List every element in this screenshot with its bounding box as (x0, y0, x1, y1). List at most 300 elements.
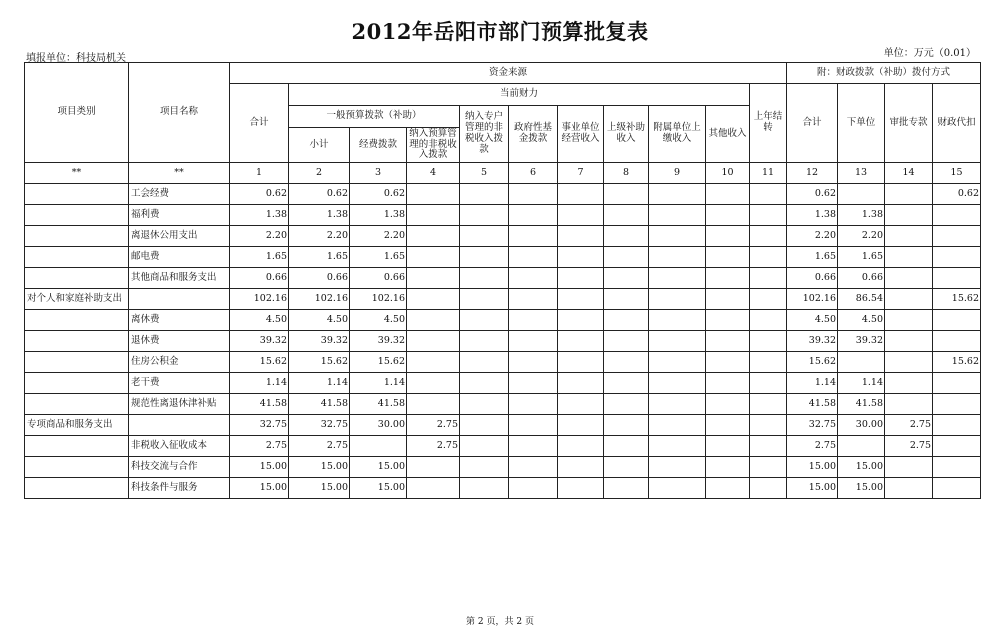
column-index: 5 (460, 163, 509, 184)
header-carryover: 上年结转 (750, 84, 787, 163)
cell-amount: 4.50 (350, 310, 407, 331)
cell-amount (838, 352, 885, 373)
cell-amount: 2.20 (289, 226, 350, 247)
index-row (25, 163, 981, 184)
cell-category (25, 247, 129, 268)
cell-amount: 15.00 (838, 457, 885, 478)
cell-amount (407, 457, 460, 478)
cell-amount: 39.32 (838, 331, 885, 352)
cell-amount: 1.38 (350, 205, 407, 226)
cell-empty (604, 205, 649, 226)
column-index: 6 (509, 163, 558, 184)
table-row (25, 289, 981, 310)
cell-category: 专项商品和服务支出 (25, 415, 129, 436)
cell-amount: 15.00 (787, 478, 838, 499)
cell-amount: 15.62 (350, 352, 407, 373)
cell-amount (933, 310, 981, 331)
cell-amount: 15.00 (230, 478, 289, 499)
cell-amount (885, 310, 933, 331)
header-name: 项目名称 (129, 63, 230, 163)
cell-empty (460, 436, 509, 457)
cell-empty (558, 184, 604, 205)
cell-empty (509, 457, 558, 478)
cell-amount: 102.16 (350, 289, 407, 310)
cell-empty (460, 310, 509, 331)
cell-amount (407, 184, 460, 205)
cell-empty (509, 310, 558, 331)
cell-amount (933, 436, 981, 457)
cell-item-name: 其他商品和服务支出 (129, 268, 230, 289)
cell-item-name (129, 415, 230, 436)
cell-empty (649, 457, 706, 478)
cell-empty (509, 373, 558, 394)
cell-empty (509, 394, 558, 415)
cell-amount: 1.38 (838, 205, 885, 226)
cell-empty (649, 310, 706, 331)
cell-amount: 86.54 (838, 289, 885, 310)
cell-empty (604, 373, 649, 394)
header-general: 一般预算拨款（补助） (289, 106, 460, 128)
cell-empty (460, 247, 509, 268)
header-subtotal: 小计 (289, 128, 350, 163)
cell-amount: 15.00 (289, 457, 350, 478)
cell-empty (604, 226, 649, 247)
cell-empty (460, 352, 509, 373)
cell-empty (706, 352, 750, 373)
cell-empty (750, 394, 787, 415)
header-affiliate: 附属单位上缴收入 (649, 106, 706, 163)
cell-category (25, 331, 129, 352)
table-row (25, 247, 981, 268)
cell-amount (885, 205, 933, 226)
cell-empty (604, 352, 649, 373)
cell-empty (706, 436, 750, 457)
cell-empty (750, 331, 787, 352)
cell-amount: 2.75 (885, 415, 933, 436)
cell-amount: 2.75 (407, 415, 460, 436)
cell-amount: 15.00 (230, 457, 289, 478)
cell-empty (706, 184, 750, 205)
cell-category (25, 394, 129, 415)
cell-amount (885, 289, 933, 310)
cell-empty (509, 436, 558, 457)
cell-amount: 15.62 (787, 352, 838, 373)
cell-amount: 0.66 (289, 268, 350, 289)
cell-category (25, 478, 129, 499)
cell-amount (838, 184, 885, 205)
cell-amount: 1.65 (838, 247, 885, 268)
cell-empty (604, 268, 649, 289)
table-row (25, 226, 981, 247)
cell-amount: 39.32 (230, 331, 289, 352)
cell-item-name: 工会经费 (129, 184, 230, 205)
cell-empty (750, 184, 787, 205)
cell-amount (885, 478, 933, 499)
cell-empty (604, 415, 649, 436)
cell-empty (649, 268, 706, 289)
column-index: 9 (649, 163, 706, 184)
cell-amount (407, 478, 460, 499)
cell-amount: 15.62 (230, 352, 289, 373)
cell-amount: 1.38 (289, 205, 350, 226)
cell-empty (604, 289, 649, 310)
header-current: 当前财力 (289, 84, 750, 106)
cell-amount: 41.58 (289, 394, 350, 415)
cell-amount (407, 331, 460, 352)
cell-amount: 32.75 (230, 415, 289, 436)
column-index: 7 (558, 163, 604, 184)
cell-amount: 2.75 (787, 436, 838, 457)
cell-empty (558, 205, 604, 226)
table-row (25, 352, 981, 373)
cell-amount: 15.00 (289, 478, 350, 499)
cell-empty (706, 457, 750, 478)
cell-empty (604, 184, 649, 205)
cell-empty (558, 415, 604, 436)
cell-amount (933, 478, 981, 499)
cell-item-name: 老干费 (129, 373, 230, 394)
column-index: 14 (885, 163, 933, 184)
cell-empty (750, 226, 787, 247)
cell-empty (649, 247, 706, 268)
cell-category (25, 457, 129, 478)
cell-amount (885, 331, 933, 352)
cell-amount: 32.75 (787, 415, 838, 436)
cell-empty (649, 331, 706, 352)
table-row (25, 184, 981, 205)
cell-amount: 0.62 (350, 184, 407, 205)
cell-empty (460, 331, 509, 352)
cell-amount: 1.38 (230, 205, 289, 226)
cell-empty (558, 352, 604, 373)
cell-empty (509, 205, 558, 226)
cell-amount: 4.50 (289, 310, 350, 331)
table-row (25, 457, 981, 478)
column-index: 2 (289, 163, 350, 184)
column-index: 8 (604, 163, 649, 184)
cell-amount: 2.75 (407, 436, 460, 457)
cell-amount: 15.00 (787, 457, 838, 478)
cell-amount: 1.14 (230, 373, 289, 394)
cell-empty (649, 394, 706, 415)
header-superior: 上级补助收入 (604, 106, 649, 163)
cell-amount (885, 268, 933, 289)
cell-empty (558, 268, 604, 289)
cell-amount: 4.50 (838, 310, 885, 331)
table-row (25, 268, 981, 289)
cell-amount (407, 352, 460, 373)
cell-amount (885, 247, 933, 268)
cell-empty (509, 247, 558, 268)
cell-amount: 0.66 (838, 268, 885, 289)
cell-empty (604, 247, 649, 268)
cell-empty (604, 436, 649, 457)
cell-empty (604, 394, 649, 415)
cell-amount: 41.58 (838, 394, 885, 415)
cell-amount: 0.66 (230, 268, 289, 289)
cell-empty (750, 478, 787, 499)
cell-amount (885, 226, 933, 247)
cell-empty (604, 310, 649, 331)
cell-amount: 4.50 (230, 310, 289, 331)
cell-amount: 102.16 (787, 289, 838, 310)
cell-empty (460, 394, 509, 415)
cell-category (25, 184, 129, 205)
cell-amount: 41.58 (230, 394, 289, 415)
currency-unit: 单位：万元（0.01） (883, 48, 976, 59)
cell-amount (933, 205, 981, 226)
cell-amount (407, 205, 460, 226)
cell-item-name: 离退休公用支出 (129, 226, 230, 247)
cell-empty (558, 457, 604, 478)
cell-amount: 102.16 (230, 289, 289, 310)
cell-item-name: 福利费 (129, 205, 230, 226)
cell-amount: 2.20 (787, 226, 838, 247)
header-approved: 审批专款 (885, 84, 933, 163)
table-row (25, 478, 981, 499)
table-row (25, 415, 981, 436)
header-lower: 下单位 (838, 84, 885, 163)
cell-empty (509, 478, 558, 499)
cell-empty (649, 436, 706, 457)
header-deduct: 财政代扣 (933, 84, 981, 163)
cell-amount: 2.75 (230, 436, 289, 457)
cell-empty (750, 352, 787, 373)
cell-amount: 15.62 (289, 352, 350, 373)
cell-category (25, 205, 129, 226)
cell-empty (649, 226, 706, 247)
budget-table (24, 62, 981, 499)
cell-category (25, 373, 129, 394)
cell-empty (460, 184, 509, 205)
header-gov-fund: 政府性基金拨款 (509, 106, 558, 163)
header-category: 项目类别 (25, 63, 129, 163)
cell-empty (706, 415, 750, 436)
cell-amount (407, 247, 460, 268)
cell-amount (407, 310, 460, 331)
cell-amount: 0.66 (787, 268, 838, 289)
cell-empty (558, 226, 604, 247)
column-index: ** (129, 163, 230, 184)
cell-empty (706, 205, 750, 226)
header-total: 合计 (230, 84, 289, 163)
cell-empty (509, 289, 558, 310)
cell-empty (509, 268, 558, 289)
cell-amount: 1.65 (787, 247, 838, 268)
column-index: 3 (350, 163, 407, 184)
cell-amount: 41.58 (350, 394, 407, 415)
cell-empty (460, 226, 509, 247)
cell-empty (706, 394, 750, 415)
cell-category (25, 226, 129, 247)
cell-empty (460, 415, 509, 436)
cell-amount (885, 457, 933, 478)
cell-amount: 1.65 (289, 247, 350, 268)
cell-empty (706, 226, 750, 247)
cell-amount: 0.62 (230, 184, 289, 205)
cell-amount (933, 247, 981, 268)
cell-amount: 30.00 (350, 415, 407, 436)
cell-amount: 1.14 (350, 373, 407, 394)
cell-empty (706, 373, 750, 394)
cell-amount: 15.00 (350, 478, 407, 499)
cell-amount: 39.32 (787, 331, 838, 352)
column-index: 15 (933, 163, 981, 184)
cell-amount (933, 457, 981, 478)
header-other: 其他收入 (706, 106, 750, 163)
cell-item-name: 非税收入征收成本 (129, 436, 230, 457)
cell-amount (933, 394, 981, 415)
cell-amount: 2.75 (885, 436, 933, 457)
cell-item-name (129, 289, 230, 310)
cell-empty (750, 310, 787, 331)
cell-item-name: 邮电费 (129, 247, 230, 268)
cell-empty (750, 268, 787, 289)
table-row (25, 310, 981, 331)
cell-amount (407, 226, 460, 247)
cell-amount (838, 436, 885, 457)
cell-empty (460, 478, 509, 499)
cell-amount: 1.65 (350, 247, 407, 268)
cell-empty (750, 205, 787, 226)
cell-empty (558, 331, 604, 352)
cell-empty (604, 331, 649, 352)
cell-empty (706, 289, 750, 310)
cell-amount: 15.62 (933, 289, 981, 310)
cell-item-name: 离休费 (129, 310, 230, 331)
cell-amount: 0.62 (933, 184, 981, 205)
cell-empty (750, 436, 787, 457)
cell-amount (933, 331, 981, 352)
cell-empty (649, 289, 706, 310)
column-index: 4 (407, 163, 460, 184)
cell-empty (706, 247, 750, 268)
cell-empty (649, 415, 706, 436)
cell-amount (933, 226, 981, 247)
column-index: 11 (750, 163, 787, 184)
cell-amount: 0.62 (787, 184, 838, 205)
cell-empty (558, 394, 604, 415)
cell-amount: 39.32 (350, 331, 407, 352)
cell-amount: 2.20 (230, 226, 289, 247)
cell-amount: 39.32 (289, 331, 350, 352)
table-row (25, 205, 981, 226)
cell-amount: 4.50 (787, 310, 838, 331)
cell-empty (558, 436, 604, 457)
cell-empty (509, 352, 558, 373)
cell-empty (750, 415, 787, 436)
cell-amount: 2.20 (838, 226, 885, 247)
cell-empty (509, 226, 558, 247)
cell-amount: 1.38 (787, 205, 838, 226)
table-row (25, 394, 981, 415)
cell-amount (885, 184, 933, 205)
column-index: 1 (230, 163, 289, 184)
column-index: 13 (838, 163, 885, 184)
header-business: 事业单位经营收入 (558, 106, 604, 163)
cell-amount (885, 373, 933, 394)
cell-empty (460, 373, 509, 394)
cell-amount: 0.62 (289, 184, 350, 205)
cell-empty (558, 478, 604, 499)
cell-empty (649, 478, 706, 499)
cell-empty (750, 247, 787, 268)
cell-empty (558, 247, 604, 268)
cell-empty (706, 478, 750, 499)
cell-empty (706, 268, 750, 289)
cell-amount: 2.75 (289, 436, 350, 457)
cell-empty (558, 289, 604, 310)
cell-amount (933, 268, 981, 289)
cell-amount: 15.62 (933, 352, 981, 373)
header-nontax-special: 纳入专户管理的非税收入拨款 (460, 106, 509, 163)
header-att-total: 合计 (787, 84, 838, 163)
cell-amount: 15.00 (350, 457, 407, 478)
cell-amount (407, 373, 460, 394)
cell-amount: 15.00 (838, 478, 885, 499)
cell-category: 对个人和家庭补助支出 (25, 289, 129, 310)
cell-amount (407, 289, 460, 310)
cell-empty (649, 184, 706, 205)
cell-category (25, 436, 129, 457)
page-footer: 第 2 页，共 2 页 (466, 617, 534, 627)
cell-empty (604, 457, 649, 478)
cell-empty (649, 373, 706, 394)
cell-amount: 41.58 (787, 394, 838, 415)
cell-amount: 1.14 (787, 373, 838, 394)
cell-amount (407, 394, 460, 415)
page-title: 2012年岳阳市部门预算批复表 (351, 19, 649, 44)
cell-amount: 1.14 (289, 373, 350, 394)
table-row (25, 436, 981, 457)
cell-amount: 1.65 (230, 247, 289, 268)
cell-amount (933, 415, 981, 436)
cell-empty (604, 478, 649, 499)
cell-amount (885, 352, 933, 373)
cell-empty (509, 331, 558, 352)
cell-empty (649, 352, 706, 373)
cell-amount (885, 394, 933, 415)
reporting-unit: 填报单位：科技局机关 (26, 53, 126, 64)
cell-amount (933, 373, 981, 394)
cell-empty (558, 373, 604, 394)
cell-item-name: 科技条件与服务 (129, 478, 230, 499)
header-attached: 附：财政拨款（补助）拨付方式 (787, 63, 981, 84)
cell-empty (649, 205, 706, 226)
table-row (25, 373, 981, 394)
cell-empty (558, 310, 604, 331)
cell-amount: 2.20 (350, 226, 407, 247)
cell-item-name: 退休费 (129, 331, 230, 352)
cell-item-name: 住房公积金 (129, 352, 230, 373)
cell-amount (407, 268, 460, 289)
column-index: 10 (706, 163, 750, 184)
header-fund-source: 资金来源 (230, 63, 787, 84)
cell-category (25, 310, 129, 331)
cell-amount: 0.66 (350, 268, 407, 289)
cell-empty (509, 415, 558, 436)
table-row (25, 331, 981, 352)
cell-empty (750, 373, 787, 394)
cell-category (25, 268, 129, 289)
cell-category (25, 352, 129, 373)
cell-amount: 30.00 (838, 415, 885, 436)
cell-empty (460, 205, 509, 226)
column-index: ** (25, 163, 129, 184)
cell-empty (460, 289, 509, 310)
cell-item-name: 科技交流与合作 (129, 457, 230, 478)
cell-amount: 102.16 (289, 289, 350, 310)
